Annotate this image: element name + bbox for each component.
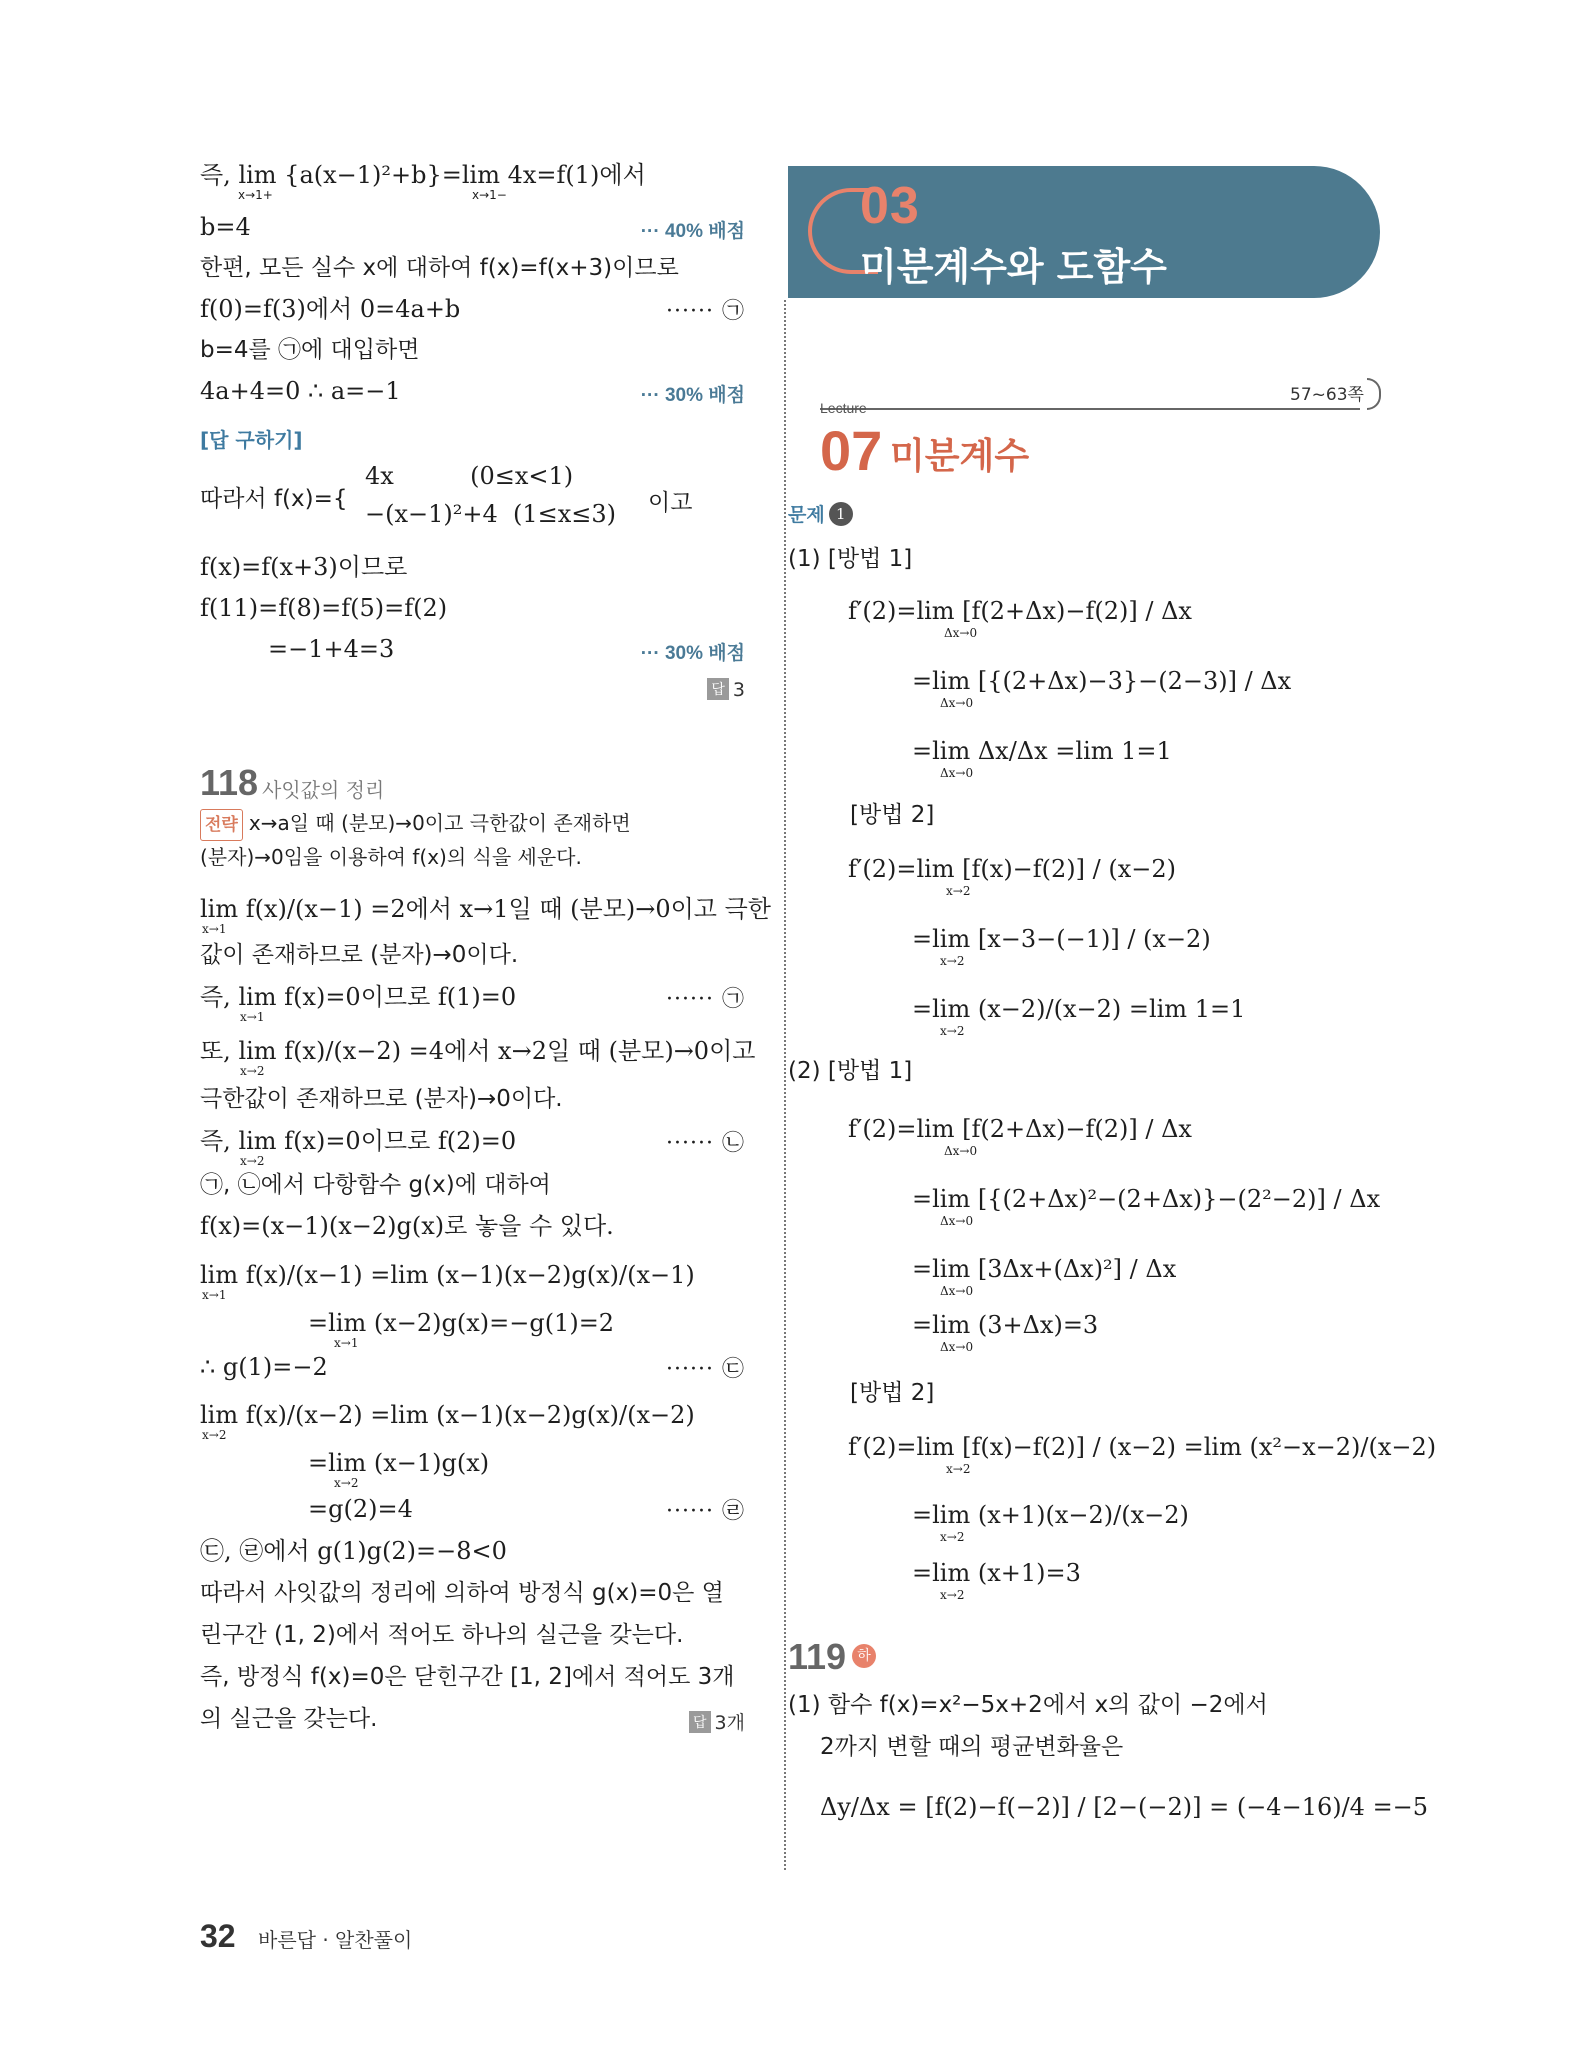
limit-subscript: x→1− — [472, 188, 507, 202]
limit-subscript: Δx→0 — [940, 696, 974, 710]
column-divider — [784, 300, 786, 1870]
solution-line: ㉢, ㉣에서 g(1)g(2)=−8<0 — [200, 1537, 507, 1565]
piecewise-suffix: 이고 — [648, 490, 693, 516]
solution-line: f(x)=(x−1)(x−2)g(x)로 놓을 수 있다. — [200, 1212, 614, 1240]
derivation-line: =lim (3+Δx)=3 — [912, 1311, 1099, 1339]
limit-subscript: x→1 — [334, 1336, 359, 1350]
chapter-number: 03 — [860, 177, 920, 235]
limit-subscript: Δx→0 — [940, 1340, 974, 1354]
derivation-line: f′(2)=lim [f(2+Δx)−f(2)] / Δx — [848, 1115, 1192, 1143]
lecture-label: Lecture — [820, 400, 867, 416]
line-periodic-2: f(x)=f(x+3)이므로 — [200, 553, 408, 581]
derivation-line: =lim [x−3−(−1)] / (x−2) — [912, 925, 1211, 953]
line-b-value: b=4 — [200, 213, 251, 241]
limit-subscript: x→1+ — [238, 188, 273, 202]
answer-box: 답 — [689, 1711, 711, 1733]
derivation-line: =lim [{(2+Δx)−3}−(2−3)] / Δx — [912, 667, 1292, 695]
strategy-line — [200, 808, 631, 841]
solution-line: 즉, lim f(x)=0이므로 f(2)=0 — [200, 1127, 517, 1155]
answer-value: 3 — [732, 679, 745, 701]
limit-subscript: x→2 — [940, 1024, 965, 1038]
limit-subscript: Δx→0 — [940, 1214, 974, 1228]
solution-line: 극한값이 존재하므로 (분자)→0이다. — [200, 1086, 563, 1112]
lecture-pages: 57~63쪽 — [1290, 385, 1364, 405]
strategy-text: x→a일 때 (분모)→0이고 극한값이 존재하면 — [248, 811, 631, 835]
problem-line: Δy/Δx = [f(2)−f(−2)] / [2−(−2)] = (−4−16)/4 =−5 — [820, 1793, 1429, 1821]
chapter-title: 미분계수와 도함수 — [860, 245, 1167, 289]
piecewise-row: 4x (0≤x<1) — [365, 462, 574, 490]
limit-subscript: Δx→0 — [940, 1284, 974, 1298]
solution-line: 또, lim f(x)/(x−2) =4에서 x→2일 때 (분모)→0이고 — [200, 1037, 756, 1065]
piecewise-prefix: 따라서 f(x)={ — [200, 486, 348, 512]
problem-line: (1) 함수 f(x)=x²−5x+2에서 x의 값이 −2에서 — [788, 1692, 1268, 1718]
solution-line: =lim (x−1)g(x) — [308, 1449, 490, 1477]
limit-subscript: x→2 — [240, 1154, 265, 1168]
solution-line: 린구간 (1, 2)에서 적어도 하나의 실근을 갖는다. — [200, 1622, 684, 1648]
line-substitute: b=4를 ㉠에 대입하면 — [200, 337, 420, 363]
score-note: ··· 30% 배점 — [640, 643, 745, 664]
equation-mark: ······ ㉡ — [666, 1131, 745, 1156]
limit-subscript: x→2 — [946, 1462, 971, 1476]
limit-subscript: x→1 — [202, 922, 227, 936]
solution-line: lim f(x)/(x−1) =2에서 x→1일 때 (분모)→0이고 극한 — [200, 895, 771, 923]
method-heading: (2) [방법 1] — [788, 1058, 913, 1084]
line-f11: f(11)=f(8)=f(5)=f(2) — [200, 594, 448, 622]
derivation-line: f′(2)=lim [f(2+Δx)−f(2)] / Δx — [848, 597, 1192, 625]
solution-line: 의 실근을 갖는다. — [200, 1706, 378, 1732]
lecture-title: 미분계수 — [890, 436, 1030, 477]
lecture-rule-cap — [1367, 378, 1381, 410]
method-heading: [방법 2] — [850, 802, 935, 828]
equation-mark: ······ ㉢ — [666, 1357, 745, 1382]
problem-topic: 사잇값의 정리 — [262, 778, 385, 802]
method-heading: [방법 2] — [850, 1380, 935, 1406]
limit-subscript: x→2 — [240, 1064, 265, 1078]
method-heading: (1) [방법 1] — [788, 546, 913, 572]
solution-line: 값이 존재하므로 (분자)→0이다. — [200, 942, 519, 968]
derivation-line: =lim (x+1)(x−2)/(x−2) — [912, 1501, 1189, 1529]
limit-subscript: Δx→0 — [940, 766, 974, 780]
question-number: 1 — [829, 502, 853, 526]
limit-subscript: x→2 — [940, 954, 965, 968]
solution-line: lim f(x)/(x−1) =lim (x−1)(x−2)g(x)/(x−1) — [200, 1261, 695, 1289]
limit-subscript: x→1 — [202, 1288, 227, 1302]
limit-subscript: x→2 — [940, 1530, 965, 1544]
derivation-line: =lim [3Δx+(Δx)²] / Δx — [912, 1255, 1177, 1283]
limit-subscript: x→2 — [946, 884, 971, 898]
piecewise-row: −(x−1)²+4 (1≤x≤3) — [365, 500, 617, 528]
answer-final — [689, 1708, 745, 1735]
derivation-line: f′(2)=lim [f(x)−f(2)] / (x−2) — [848, 855, 1177, 883]
lecture-rule — [820, 408, 1360, 410]
solution-line: 즉, 방정식 f(x)=0은 닫힌구간 [1, 2]에서 적어도 3개 — [200, 1664, 735, 1690]
limit-subscript: x→1 — [240, 1010, 265, 1024]
answer-box: 답 — [707, 678, 729, 700]
line-result: =−1+4=3 — [268, 635, 395, 663]
limit-subscript: x→2 — [940, 1588, 965, 1602]
answer-final — [707, 678, 745, 701]
limit-subscript: Δx→0 — [944, 626, 978, 640]
problem-line: 2까지 변할 때의 평균변화율은 — [820, 1734, 1124, 1760]
equation-mark: ······ ㉠ — [666, 987, 745, 1012]
solution-line: 따라서 사잇값의 정리에 의하여 방정식 g(x)=0은 열 — [200, 1580, 724, 1606]
solution-line: ∴ g(1)=−2 — [200, 1353, 328, 1381]
score-note: ··· 30% 배점 — [640, 385, 745, 406]
limit-subscript: Δx→0 — [944, 1144, 978, 1158]
equation-mark: ······ ㉠ — [666, 299, 745, 324]
limit-subscript: x→2 — [334, 1476, 359, 1490]
derivation-line: f′(2)=lim [f(x)−f(2)] / (x−2) =lim (x²−x−2)/(x−2) — [848, 1433, 1437, 1461]
derivation-line: =lim (x−2)/(x−2) =lim 1=1 — [912, 995, 1246, 1023]
derivation-line: =lim Δx/Δx =lim 1=1 — [912, 737, 1172, 765]
strategy-text: (분자)→0임을 이용하여 f(x)의 식을 세운다. — [200, 845, 582, 869]
line-a-value: 4a+4=0 ∴ a=−1 — [200, 377, 401, 405]
derivation-line: =lim (x+1)=3 — [912, 1559, 1081, 1587]
answer-value: 3개 — [714, 1712, 745, 1734]
problem-number: 119 — [788, 1636, 847, 1677]
question-label: 문제 — [788, 504, 825, 526]
solution-line: ㉠, ㉡에서 다항함수 g(x)에 대하여 — [200, 1172, 551, 1198]
lecture-number: 07 — [820, 419, 883, 482]
solution-line: =g(2)=4 — [308, 1495, 413, 1523]
page-number: 32 — [200, 1918, 236, 1954]
line-limit-equation: 즉, lim {a(x−1)²+b}=lim 4x=f(1)에서 — [200, 161, 646, 189]
problem-number: 118 — [200, 762, 259, 803]
line-f0-f3: f(0)=f(3)에서 0=4a+b — [200, 295, 461, 323]
solution-line: lim f(x)/(x−2) =lim (x−1)(x−2)g(x)/(x−2) — [200, 1401, 695, 1429]
difficulty-badge: 하 — [852, 1644, 876, 1668]
page-label: 바른답 · 알찬풀이 — [258, 1928, 413, 1952]
line-periodic: 한편, 모든 실수 x에 대하여 f(x)=f(x+3)이므로 — [200, 255, 679, 281]
answer-heading: [답 구하기] — [200, 428, 303, 452]
question-heading — [788, 498, 853, 530]
limit-subscript: x→2 — [202, 1428, 227, 1442]
strategy-tag: 전략 — [200, 809, 243, 841]
solution-line: =lim (x−2)g(x)=−g(1)=2 — [308, 1309, 615, 1337]
score-note: ··· 40% 배점 — [640, 221, 745, 242]
derivation-line: =lim [{(2+Δx)²−(2+Δx)}−(2²−2)] / Δx — [912, 1185, 1381, 1213]
equation-mark: ······ ㉣ — [666, 1499, 745, 1524]
solution-line: 즉, lim f(x)=0이므로 f(1)=0 — [200, 983, 517, 1011]
